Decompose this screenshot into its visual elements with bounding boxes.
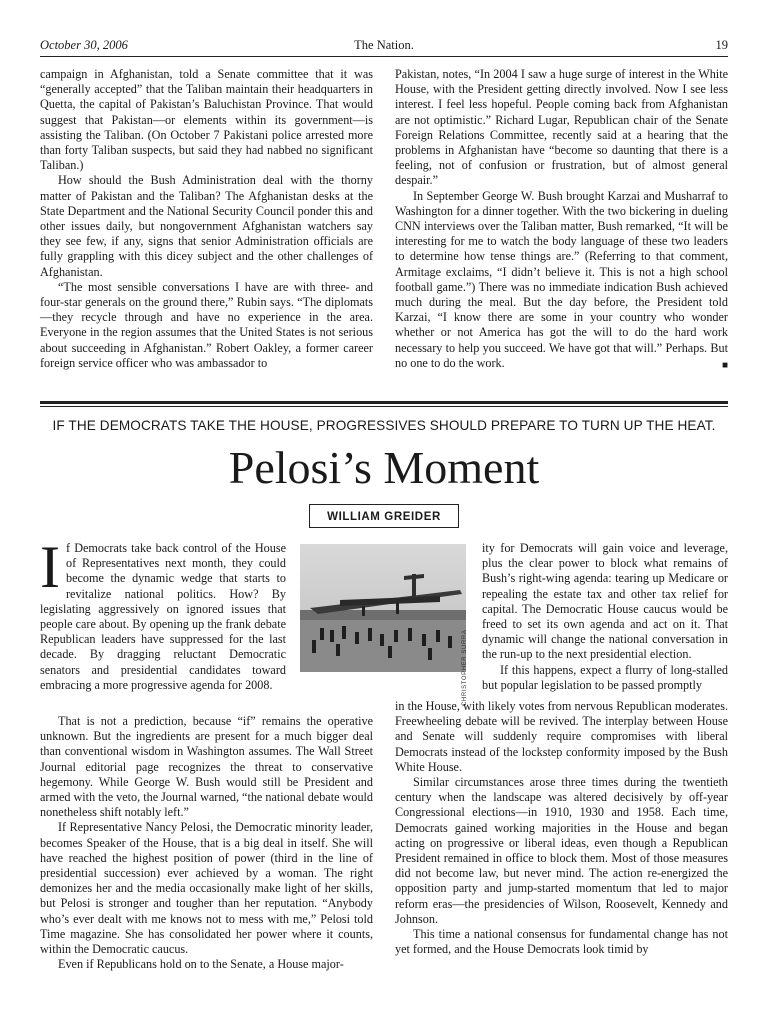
paragraph-text: f Democrats take back control of the House of Representatives next month, they could become the dynamic wedge that starts to revitalize national politics. How? By legislating aggressively on ignored issues that people care about. By opening up the frank debate Republican leaders have suppressed for the last decade. By dragging reluctant Democratic senators and presidential candidates toward embracing a more progressive agenda for 2008. [40, 541, 286, 692]
article-byline: WILLIAM GREIDER [309, 504, 459, 528]
paragraph: How should the Bush Administration deal with the thorny matter of Pakistan and the Taliban? The Afghanistan desks at the State Department and the National Security Council ponder this and other issues daily, but nongovernment Afghanistan watchers say they see few, if any, signs that senior Administration officials are fully grappling with this dicey subject and the other challenges of Afghanistan. [40, 173, 373, 279]
paragraph: If this happens, expect a flurry of long-stalled but popular legislation to be passed promptly [482, 662, 728, 692]
paragraph: Pakistan, notes, “In 2004 I saw a huge surge of interest in the White House, with the President getting directly involved. Now I see less interest. I feel less hopeful. People coming back from Afghanistan are not optimistic.” Richard Lugar, Republican chair of the Senate Foreign Relations Committee, recently said at a hearing that the problems in Afghanistan have “become so daunting that there is a feeling, not of confusion or frustration, but of almost general despair.” [395, 67, 728, 188]
paragraph [395, 189, 728, 371]
paragraph-text: In September George W. Bush brought Karzai and Musharraf to Washington for a dinner together. With the two bickering in dueling CNN interviews over the Taliban matter, Bush remarked, “It will be interesting for me to watch the body language of these two leaders to determine how tense things are.” (Referring to that comment, Armitage exclaims, “I didn’t believe it. This is not a high school football game.”) There was no immediate indication Bush achieved much during the meal. But the day before, the President told Karzai, “I know there are some in your country who wonder whether or not America has got the will to do the hard work necessary to help you succeed. We have got that will.” Perhaps. But no one to do the work. [395, 188, 728, 370]
paragraph: If Representative Nancy Pelosi, the Democratic minority leader, becomes Speaker of the House, that is a big deal in itself. She will have reached the highest position of power (third in the line of presidential succession) ever achieved by a woman. The right demonizes her and the media occasionally make light of her skills, but Pelosi is stronger and tougher than her reputation. “Anybody who’s ever dealt with me knows not to mess with me,” Pelosi told Time magazine. She has consolidated her power where it counts, within the Democratic caucus. [40, 820, 373, 957]
issue-date: October 30, 2006 [40, 38, 128, 52]
paragraph: That is not a prediction, because “if” remains the operative unknown. But the ingredients are present for a much bigger deal than conventional wisdom in Washington assumes. The Wall Street Journal editorial page recognizes the threat to conservative hegemony. While George W. Bush would still be President and armed with the veto, the Journal warned, “the national debate would nonetheless shift notably left.” [40, 714, 374, 820]
paragraph [40, 534, 286, 693]
article-kicker: IF THE DEMOCRATS TAKE THE HOUSE, PROGRESSIVES SHOULD PREPARE TO TURN UP THE HEAT. [52, 418, 716, 433]
paragraph: Similar circumstances arose three times during the twentieth century when the landscape was altered decisively by off-year Congressional elections—in 1910, 1930 and 1958. Each time, Democrats gained working majorities in the House and began acting on progressive or liberal ideas, even though a Republican President remained in office to block them. Most of those measures did not become law, but never mind. The action re-energized the opposition party and jump-started momentum that led to major reform eras—the presidencies of Wilson, Roosevelt, Kennedy and Johnson. [395, 775, 728, 926]
paragraph: campaign in Afghanistan, told a Senate committee that it was “generally accepted” that the Taliban maintain their headquarters in Quetta, the capital of Pakistan’s Baluchistan Province. That would suggest that Pakistan—or elements within its government—is assisting the Taliban. (On October 7 Pakistani police arrested more than forty Taliban suspects, but said they had nabbed no significant Taliban.) [40, 67, 373, 173]
paragraph: Even if Republicans hold on to the Senate, a House major- [58, 957, 344, 972]
paragraph: “The most sensible conversations I have are with three- and four-star generals on the ground there,” Rubin says. “The diplomats—they recycle through and have no experience in the area. Everyone in the region assumes that the United States is not serious about succeeding in Afghanistan.” Robert Oakley, a former career foreign service officer who was ambassador to [40, 279, 373, 370]
article-right-column-bottom [395, 699, 728, 957]
previous-article-right-column [395, 67, 728, 373]
paragraph: ity for Democrats will gain voice and leverage, plus the clear power to block what remains of Bush’s right-wing agenda: tearing up Medicare or repealing the estate tax and other tax relief for capital. The Democratic House caucus would be freed to set its own agenda and act on it. That dynamic will change the national conversation in the run-up to the next presidential election. [482, 541, 728, 662]
article-photo [300, 544, 466, 672]
photo-credit: CHRISTOPHER SURRA [462, 629, 468, 706]
publication-name: The Nation. [354, 38, 414, 52]
drop-cap: I [40, 534, 60, 600]
article-left-column-bottom [40, 714, 373, 972]
end-mark: ■ [721, 359, 728, 371]
page-number: 19 [715, 38, 728, 52]
paragraph: in the House, with likely votes from nervous Republican moderates. Freewheeling debate will be revived. The interplay between House and Senate will suddenly require compromises with liberal Democrats instead of the lockstep conformity imposed by the Bush White House. [395, 699, 728, 774]
article-right-column-top [482, 541, 728, 693]
previous-article-left-column [40, 67, 373, 371]
paragraph: This time a national consensus for fundamental change has not yet formed, and the House Democrats look timid by [395, 927, 728, 957]
section-divider-thin [40, 406, 728, 407]
article-left-column-top [40, 534, 286, 693]
article-headline: Pelosi’s Moment [228, 442, 540, 493]
section-divider-thick [40, 401, 728, 404]
page-header [40, 38, 728, 57]
